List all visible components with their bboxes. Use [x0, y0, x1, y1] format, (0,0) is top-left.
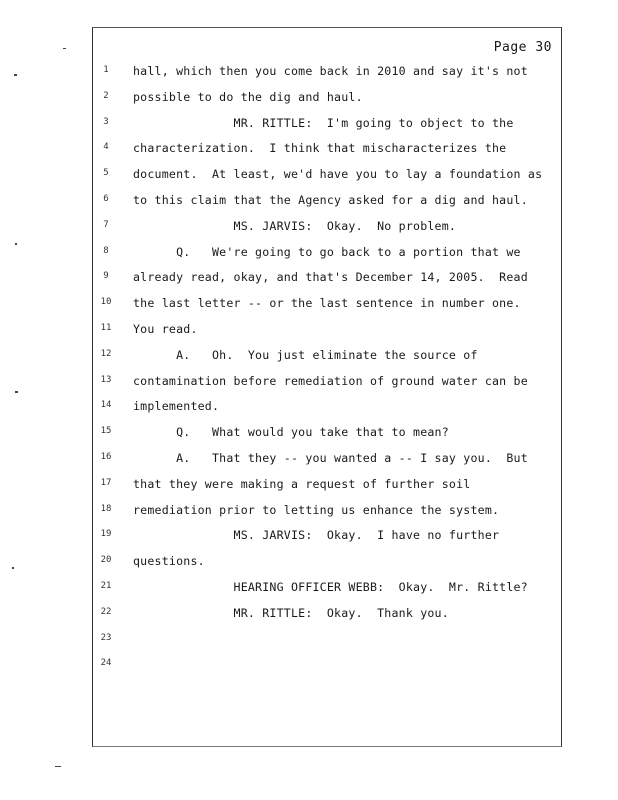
line-number: 6: [103, 194, 109, 204]
line-number: 24: [100, 658, 112, 668]
transcript-line-text: A. Oh. You just eliminate the source of: [133, 348, 478, 362]
scan-speck: [15, 391, 18, 393]
line-number: 19: [100, 529, 112, 539]
line-number: 11: [100, 323, 112, 333]
transcript-line-text: Q. What would you take that to mean?: [133, 425, 449, 439]
line-number: 1: [103, 65, 109, 75]
transcript-line-text: already read, okay, and that's December 14, 2005. Read: [133, 270, 528, 284]
transcript-line-text: the last letter -- or the last sentence in number one.: [133, 296, 521, 310]
line-number: 7: [103, 220, 109, 230]
page-number: Page 30: [493, 40, 552, 55]
line-number: 3: [103, 117, 109, 127]
line-number: 10: [100, 297, 112, 307]
line-number: 9: [103, 271, 109, 281]
transcript-line-text: characterization. I think that mischaracterizes the: [133, 141, 507, 155]
line-number: 5: [103, 168, 109, 178]
line-number: 8: [103, 246, 109, 256]
transcript-line-text: remediation prior to letting us enhance the system.: [133, 503, 500, 517]
transcript-line-text: HEARING OFFICER WEBB: Okay. Mr. Rittle?: [133, 580, 528, 594]
transcript-line-text: possible to do the dig and haul.: [133, 90, 363, 104]
scan-speck: [15, 243, 17, 245]
transcript-line-text: hall, which then you come back in 2010 and say it's not: [133, 64, 528, 78]
line-number: 13: [100, 375, 112, 385]
line-number: 18: [100, 504, 112, 514]
transcript-line-text: that they were making a request of further soil: [133, 477, 471, 491]
line-number: 2: [103, 91, 109, 101]
line-number: 20: [100, 555, 112, 565]
scan-speck: [55, 766, 61, 767]
scan-speck: [63, 48, 66, 49]
transcript-line-text: MS. JARVIS: Okay. I have no further: [133, 528, 500, 542]
scan-speck: [12, 567, 14, 569]
line-number: 22: [100, 607, 112, 617]
transcript-line-text: MS. JARVIS: Okay. No problem.: [133, 219, 457, 233]
transcript-line-text: A. That they -- you wanted a -- I say you. But: [133, 451, 528, 465]
scan-speck: [14, 74, 17, 76]
transcript-line-text: You read.: [133, 322, 198, 336]
line-number: 17: [100, 478, 112, 488]
line-number: 23: [100, 633, 112, 643]
line-number: 15: [100, 426, 112, 436]
transcript-line-text: implemented.: [133, 399, 220, 413]
transcript-line-text: document. At least, we'd have you to lay a foundation as: [133, 167, 543, 181]
line-number: 14: [100, 400, 112, 410]
transcript-line-text: questions.: [133, 554, 205, 568]
line-number: 16: [100, 452, 112, 462]
transcript-line-text: Q. We're going to go back to a portion that we: [133, 245, 521, 259]
line-number: 12: [100, 349, 112, 359]
line-number: 4: [103, 142, 109, 152]
transcript-line-text: contamination before remediation of ground water can be: [133, 374, 528, 388]
transcript-line-text: MR. RITTLE: Okay. Thank you.: [133, 606, 449, 620]
transcript-line-text: to this claim that the Agency asked for a dig and haul.: [133, 193, 528, 207]
transcript-line-text: MR. RITTLE: I'm going to object to the: [133, 116, 514, 130]
line-number: 21: [100, 581, 112, 591]
